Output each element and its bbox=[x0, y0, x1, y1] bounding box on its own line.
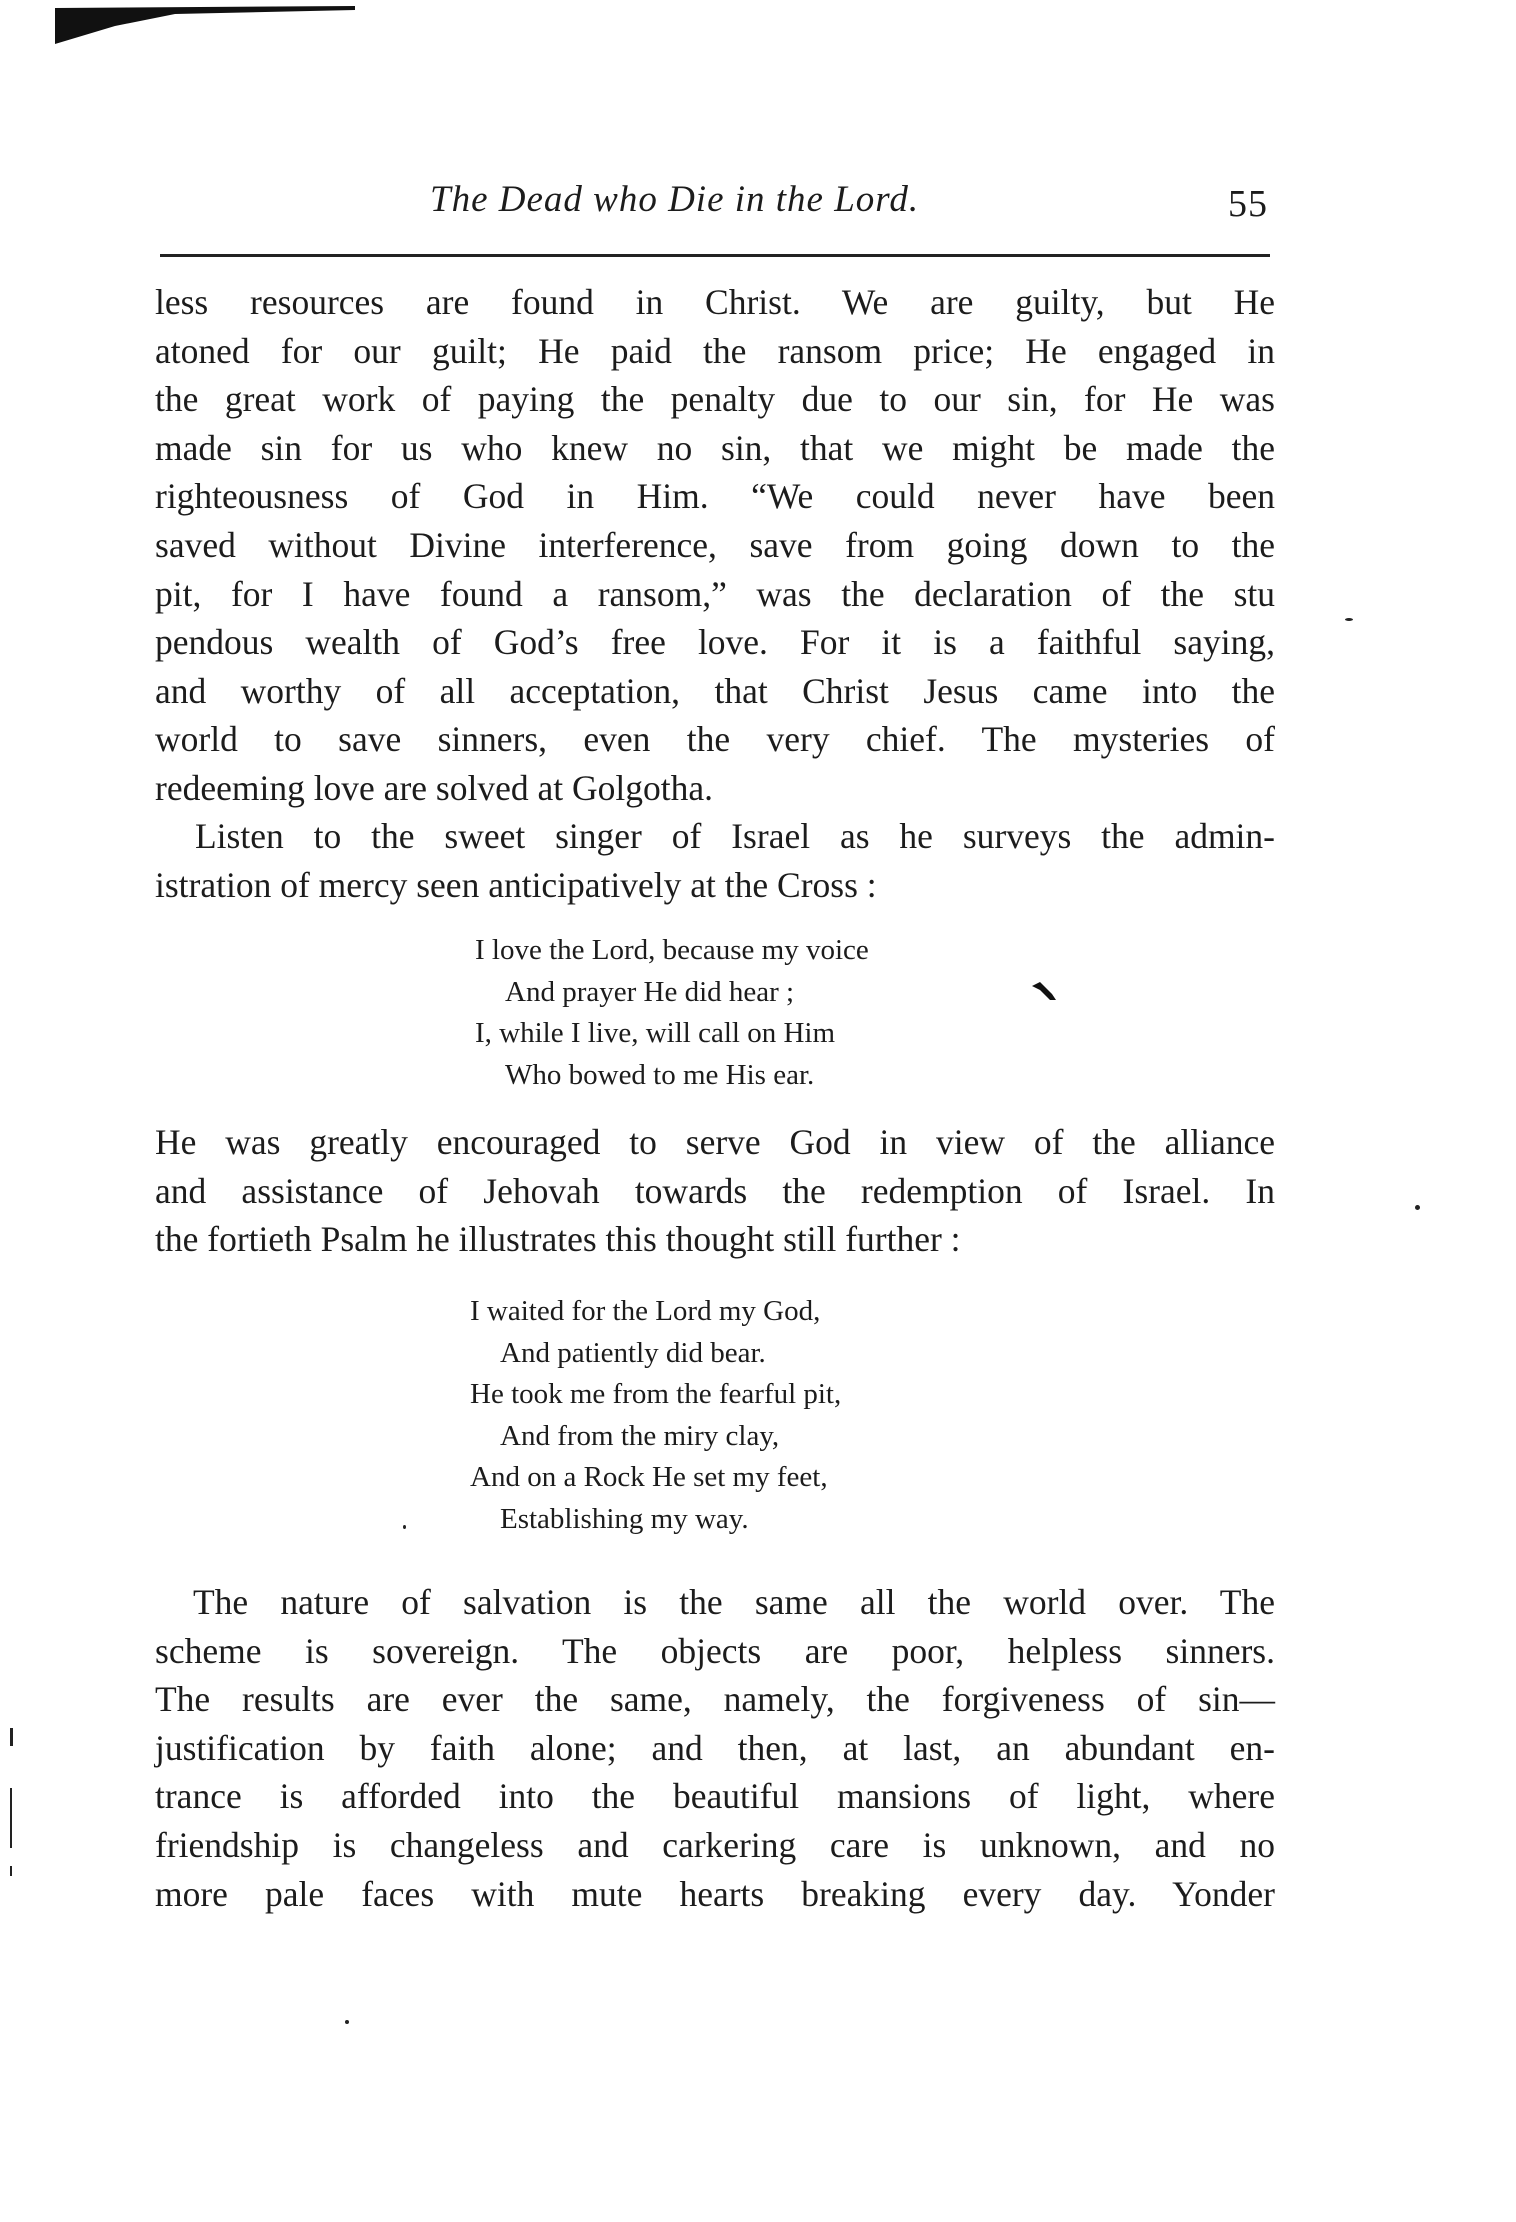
text-line: The results are ever the same, namely, the forgiveness of sin— bbox=[155, 1679, 1275, 1720]
running-title: The Dead who Die in the Lord. bbox=[430, 179, 920, 220]
ink-speck bbox=[1345, 618, 1353, 621]
ink-speck bbox=[403, 1525, 406, 1529]
text-line: Listen to the sweet singer of Israel as he surveys the admin- bbox=[195, 816, 1275, 856]
text-line: and worthy of all acceptation, that Christ Jesus came into the bbox=[155, 670, 1275, 711]
verse-line: I waited for the Lord my God, bbox=[470, 1295, 821, 1327]
ink-speck bbox=[1415, 1205, 1420, 1210]
text-line: trance is afforded into the beautiful mansions of light, where bbox=[155, 1776, 1275, 1817]
margin-mark bbox=[10, 1788, 12, 1848]
text-line: scheme is sovereign. The objects are poor, helpless sinners. bbox=[155, 1630, 1275, 1671]
verse-line: And prayer He did hear ; bbox=[505, 975, 795, 1008]
text-line: He was greatly encouraged to serve God in view of the alliance bbox=[155, 1122, 1275, 1162]
scan-edge-mark bbox=[55, 0, 355, 44]
text-line: istration of mercy seen anticipatively at the Cross : bbox=[155, 864, 877, 905]
text-line: made sin for us who knew no sin, that we might be made the bbox=[155, 427, 1275, 468]
paragraph-1 bbox=[155, 278, 1275, 813]
text-line: world to save sinners, even the very chief. The mysteries of bbox=[155, 719, 1275, 760]
margin-mark bbox=[10, 1728, 13, 1746]
text-line: saved without Divine interference, save from going down to the bbox=[155, 524, 1275, 565]
verse-line: And from the miry clay, bbox=[500, 1419, 780, 1452]
text-line: the fortieth Psalm he illustrates this thought still further : bbox=[155, 1219, 961, 1260]
text-line: friendship is changeless and carkering care is unknown, and no bbox=[155, 1824, 1275, 1865]
ink-speck bbox=[1030, 980, 1060, 1004]
paragraph-3 bbox=[155, 1118, 1275, 1264]
verse-quote-1 bbox=[475, 930, 869, 1096]
text-line: the great work of paying the penalty due to our sin, for He was bbox=[155, 379, 1275, 420]
running-head bbox=[160, 178, 1270, 238]
text-line: The nature of salvation is the same all the world over. The bbox=[193, 1582, 1275, 1622]
verse-line: And on a Rock He set my feet, bbox=[470, 1461, 828, 1493]
text-line: redeeming love are solved at Golgotha. bbox=[155, 767, 713, 808]
paragraph-4 bbox=[155, 1578, 1275, 1918]
text-line: atoned for our guilt; He paid the ransom price; He engaged in bbox=[155, 330, 1275, 371]
text-line: righteousness of God in Him. “We could never have been bbox=[155, 476, 1275, 517]
verse-line: I love the Lord, because my voice bbox=[475, 934, 869, 966]
verse-line: Who bowed to me His ear. bbox=[505, 1058, 815, 1091]
text-line: more pale faces with mute hearts breaking every day. Yonder bbox=[155, 1873, 1275, 1914]
header-rule bbox=[160, 254, 1270, 257]
margin-mark bbox=[10, 1866, 12, 1876]
verse-line: I, while I live, will call on Him bbox=[475, 1017, 836, 1049]
verse-line: And patiently did bear. bbox=[500, 1336, 766, 1369]
verse-quote-2 bbox=[470, 1291, 841, 1540]
ink-speck bbox=[345, 2020, 349, 2024]
text-line: pendous wealth of God’s free love. For it is a faithful saying, bbox=[155, 622, 1275, 663]
text-line: justification by faith alone; and then, at last, an abundant en- bbox=[155, 1727, 1275, 1768]
text-line: pit, for I have found a ransom,” was the declaration of the stu bbox=[155, 573, 1275, 614]
page-number: 55 bbox=[1228, 183, 1268, 225]
text-line: less resources are found in Christ. We are guilty, but He bbox=[155, 282, 1275, 322]
verse-line: Establishing my way. bbox=[500, 1502, 749, 1535]
verse-line: He took me from the fearful pit, bbox=[470, 1378, 842, 1410]
paragraph-2 bbox=[155, 812, 1275, 909]
text-line: and assistance of Jehovah towards the redemption of Israel. In bbox=[155, 1170, 1275, 1211]
